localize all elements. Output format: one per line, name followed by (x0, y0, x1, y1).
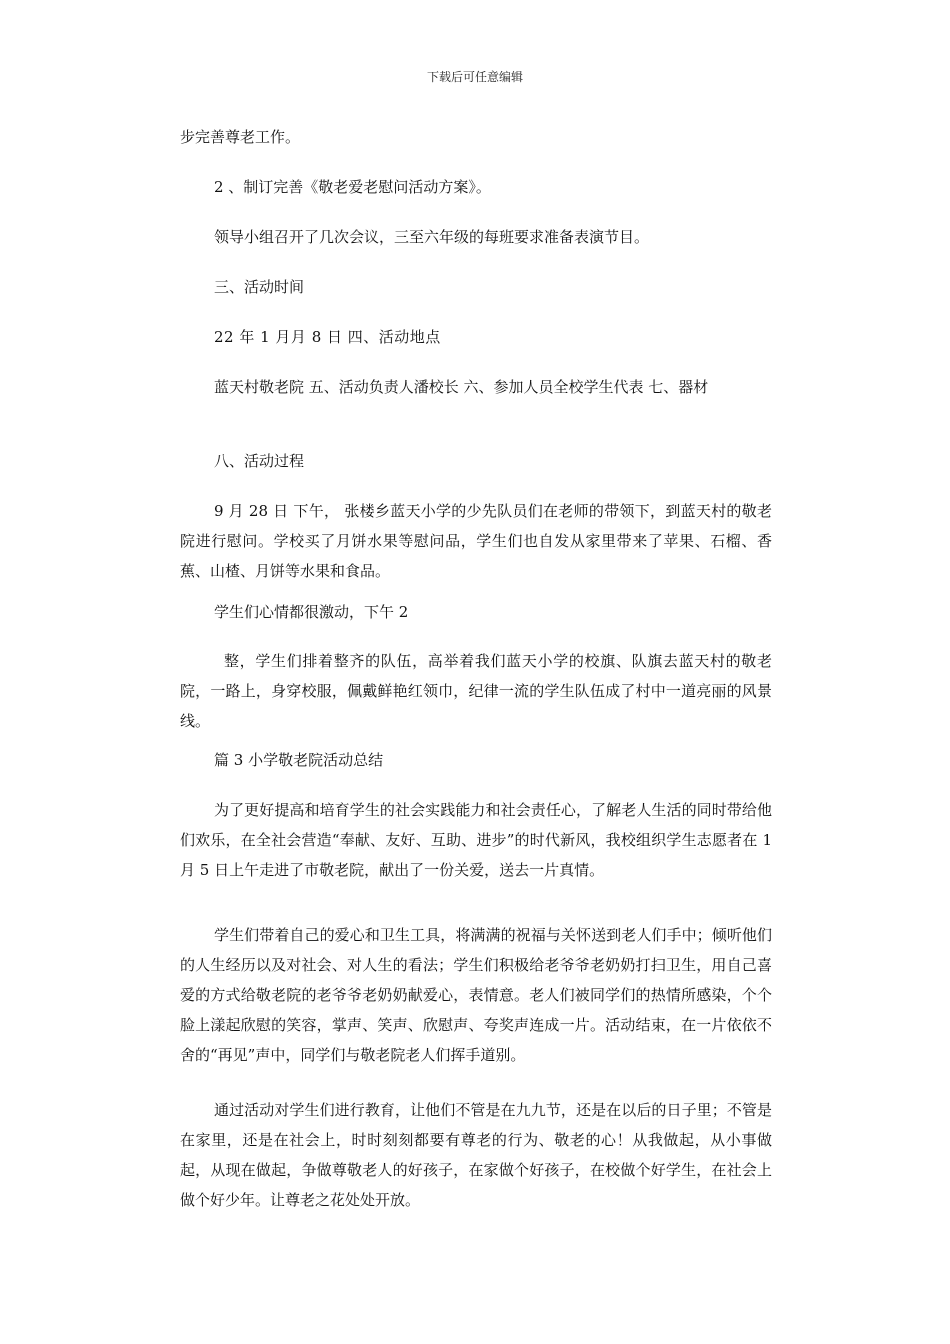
paragraph-1: 步完善尊老工作。 (180, 128, 301, 146)
section-heading-part-3: 篇 3 小学敬老院活动总结 (214, 751, 384, 769)
paragraph-process-2: 学生们心情都很激动，下午 2 (214, 603, 409, 621)
paragraph-summary-3: 通过活动对学生们进行教育，让他们不管是在九九节，还是在以后的日子里；不管是在家里，还是在社会上，时时刻刻都要有尊老的行为、敬老的心！从我做起，从小事做起，从现在做起，争做尊敬老人的好孩子，在家做个好孩子，在校做个好学生，在社会上做个好少年。让尊老之花处处开放。 (180, 1101, 772, 1209)
section-heading-activity-process: 八、活动过程 (214, 452, 305, 470)
paragraph-date-location: 22 年 1 月月 8 日 四、活动地点 (214, 328, 441, 346)
paragraph-process-3: 整，学生们排着整齐的队伍，高举着我们蓝天小学的校旗、队旗去蓝天村的敬老院，一路上，身穿校服，佩戴鲜艳红领巾，纪律一流的学生队伍成了村中一道亮丽的风景线。 (180, 652, 772, 730)
paragraph-process-1: 9 月 28 日 下午， 张楼乡蓝天小学的少先队员们在老师的带领下，到蓝天村的敬老院进行慰问。学校买了月饼水果等慰问品，学生们也自发从家里带来了苹果、石榴、香蕉、山楂、月饼等水果和食品。 (180, 502, 772, 580)
paragraph-summary-1: 为了更好提高和培育学生的社会实践能力和社会责任心，了解老人生活的同时带给他们欢乐，在全社会营造“奉献、友好、互助、进步”的时代新风，我校组织学生志愿者在 1 月 5 日上午走进了市敬老院，献出了一份关爱，送去一片真情。 (180, 801, 772, 879)
paragraph-3: 领导小组召开了几次会议，三至六年级的每班要求准备表演节目。 (214, 228, 650, 246)
paragraph-2: 2 、制订完善《敬老爱老慰问活动方案》。 (214, 178, 491, 196)
paragraph-summary-2: 学生们带着自己的爱心和卫生工具，将满满的祝福与关怀送到老人们手中；倾听他们的人生经历以及对社会、对人生的看法；学生们积极给老爷爷老奶奶打扫卫生，用自己喜爱的方式给敬老院的老爷爷老奶奶献爱心，表情意。老人们被同学们的热情所感染，个个脸上漾起欣慰的笑容，掌声、笑声、欣慰声、夸奖声连成一片。活动结束，在一片依依不舍的“再见”声中，同学们与敬老院老人们挥手道别。 (180, 926, 772, 1064)
section-heading-activity-time: 三、活动时间 (214, 278, 305, 296)
page-header: 下载后可任意编辑 (426, 70, 523, 84)
paragraph-location-people: 蓝天村敬老院 五、活动负责人潘校长 六、参加人员全校学生代表 七、器材 (214, 378, 709, 396)
